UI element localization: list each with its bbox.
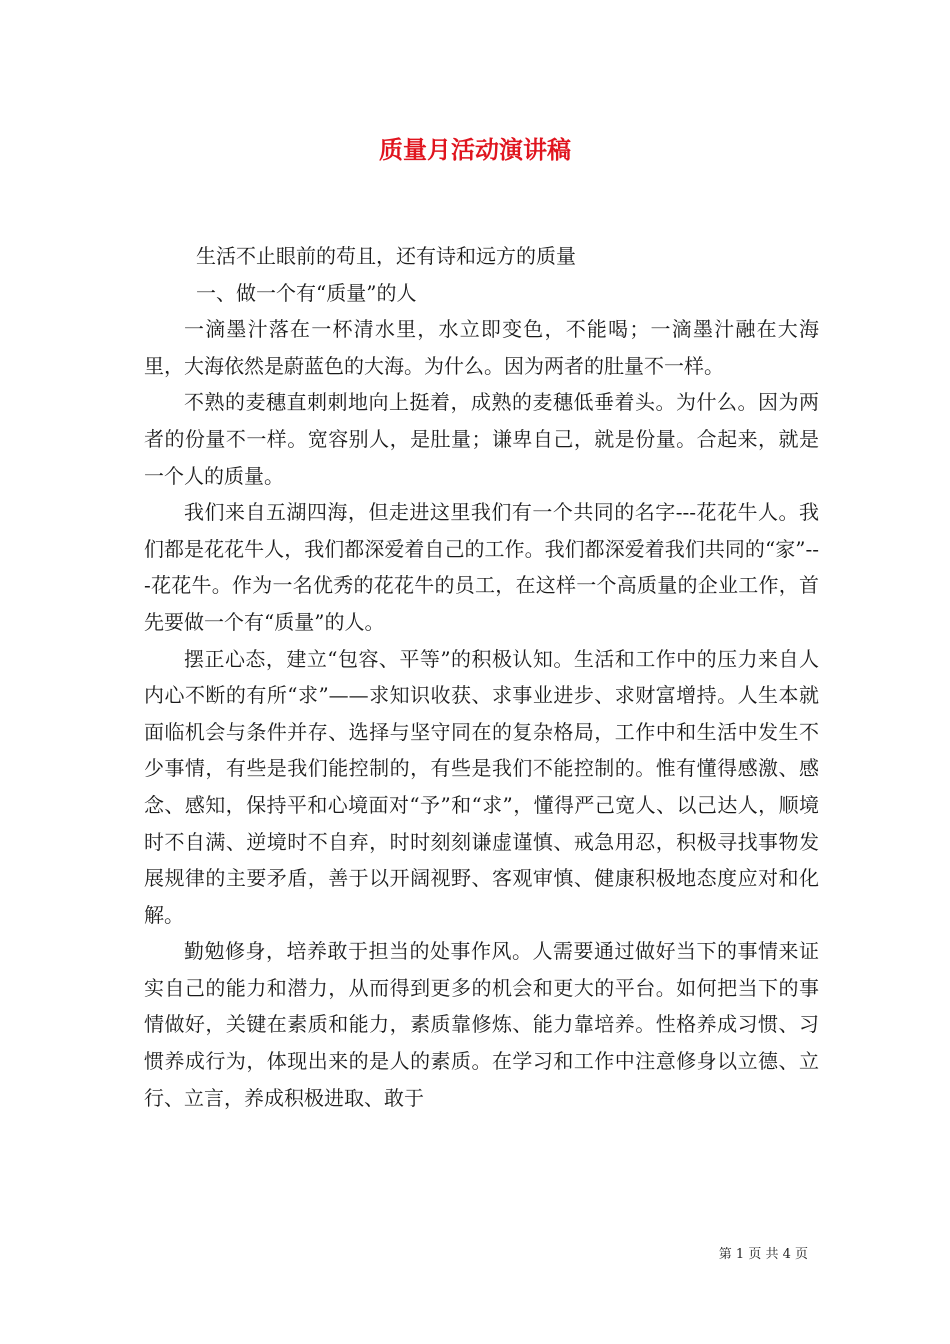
subtitle-line: 生活不止眼前的苟且，还有诗和远方的质量 [196, 244, 576, 268]
body-paragraph: 摆正心态，建立“包容、平等”的积极认知。生活和工作中的压力来自人内心不断的有所“求”——求知识收获、求事业进步、求财富增持。人生本就面临机会与条件并存、选择与坚守同在的复杂格局，工作中和生活中发生不少事情，有些是我们能控制的，有些是我们不能控制的。惟有懂得感激、感念、感知，保持平和心境面对“予”和“求”，懂得严己宽人、以己达人，顺境时不自满、逆境时不自弃，时时刻刻谦虚谨慎、戒急用忍，积极寻找事物发展规律的主要矛盾，善于以开阔视野、客观审慎、健康积极地态度应对和化解。 [144, 646, 819, 927]
page-number-footer: 第 1 页 共 4 页 [718, 1247, 808, 1262]
body-paragraph: 勤勉修身，培养敢于担当的处事作风。人需要通过做好当下的事情来证实自己的能力和潜力，从而得到更多的机会和更大的平台。如何把当下的事情做好，关键在素质和能力，素质靠修炼、能力靠培养。性格养成习惯、习惯养成行为，体现出来的是人的素质。在学习和工作中注意修身以立德、立行、立言，养成积极进取、敢于 [144, 939, 819, 1110]
page-title: 质量月活动演讲稿 [379, 135, 571, 164]
body-paragraph: 一滴墨汁落在一杯清水里，水立即变色，不能喝；一滴墨汁融在大海里，大海依然是蔚蓝色的大海。为什么。因为两者的肚量不一样。 [144, 317, 819, 378]
section-heading: 一、做一个有“质量”的人 [196, 280, 417, 305]
document-body [144, 238, 819, 1116]
body-paragraph: 不熟的麦穗直刺刺地向上挺着，成熟的麦穗低垂着头。为什么。因为两者的份量不一样。宽容别人，是肚量；谦卑自己，就是份量。合起来，就是一个人的质量。 [144, 390, 819, 488]
body-paragraph: 我们来自五湖四海，但走进这里我们有一个共同的名字---花花牛人。我们都是花花牛人，我们都深爱着自己的工作。我们都深爱着我们共同的“家”---花花牛。作为一名优秀的花花牛的员工，在这样一个高质量的企业工作，首先要做一个有“质量”的人。 [144, 500, 819, 634]
